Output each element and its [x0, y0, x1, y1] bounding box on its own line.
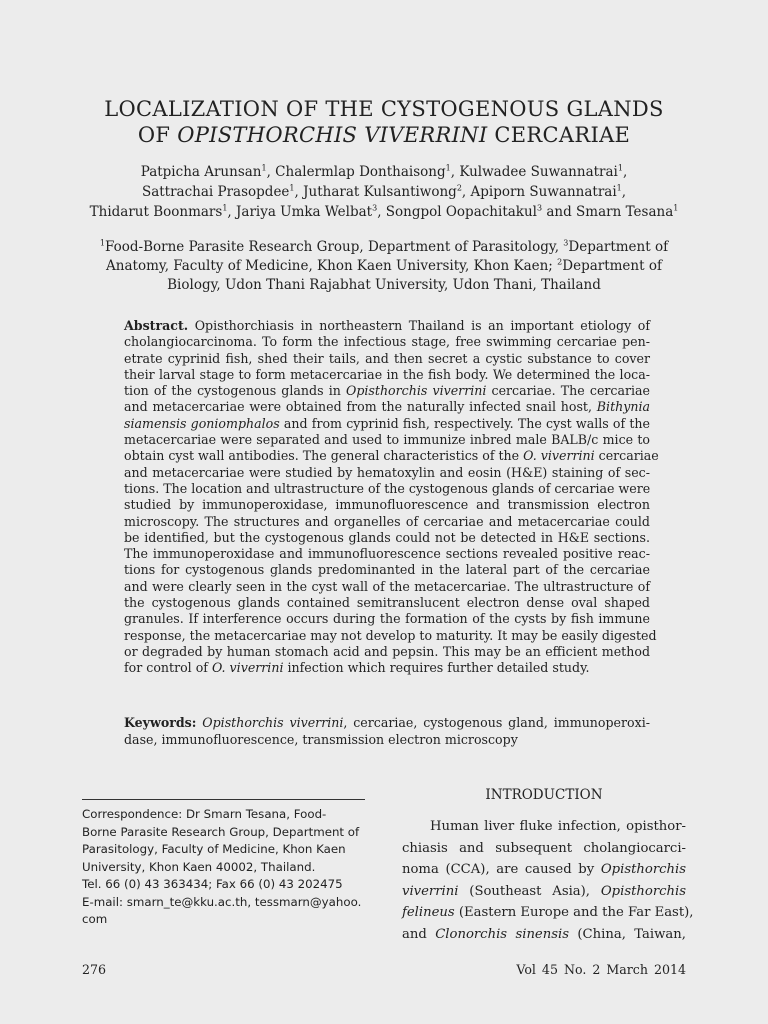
- title-suffix: CERCARIAE: [487, 123, 631, 147]
- abstract-text: tion of the cystogenous glands in: [124, 383, 346, 399]
- author-separator: ,: [622, 164, 628, 180]
- species-name: Opisthorchis: [600, 883, 686, 899]
- title-species: OPISTHORCHIS VIVERRINI: [177, 123, 488, 147]
- author-name: , Apiporn Suwannatrai: [461, 184, 617, 200]
- abstract-line: cholangiocarcinoma. To form the infectious stage, free swimming cercariae pen-: [124, 334, 650, 350]
- intro-line: chiasis and subsequent cholangiocarci-: [402, 840, 686, 856]
- author-line-2: [60, 182, 708, 202]
- abstract-text: cercariae: [594, 448, 659, 464]
- species-name: Opisthorchis viverrini: [346, 383, 487, 399]
- correspondence-line: University, Khon Kaen 40002, Thailand.: [82, 859, 316, 874]
- abstract-line: granules. If interference occurs during the formation of the cysts by fish immune: [124, 611, 650, 627]
- author-list: [60, 162, 708, 222]
- author-name: , Kulwadee Suwannatrai: [450, 164, 618, 180]
- abstract-line: [124, 448, 659, 464]
- affiliation-marker: 3: [537, 203, 543, 213]
- introduction-body: [402, 816, 694, 945]
- author-name: , Jariya Umka Welbat: [227, 204, 373, 220]
- abstract: [124, 318, 659, 677]
- intro-text: noma (CCA), are caused by: [402, 862, 601, 877]
- correspondence-footnote: [82, 806, 366, 929]
- affiliation-text: Anatomy, Faculty of Medicine, Khon Kaen University, Khon Kaen;: [106, 258, 558, 274]
- abstract-line: or degraded by human stomach acid and pepsin. This may be an efficient method: [124, 643, 650, 659]
- species-name: siamensis goniomphalos: [124, 415, 280, 431]
- intro-text: (China, Taiwan,: [568, 926, 686, 942]
- affiliation-line-2: [60, 257, 708, 276]
- affiliation-marker: 1: [99, 238, 105, 248]
- affiliation-text: Food-Borne Parasite Research Group, Department of Parasitology,: [105, 239, 564, 255]
- correspondence-line: Parasitology, Faculty of Medicine, Khon Kaen: [82, 842, 346, 856]
- keywords-line: [124, 714, 650, 731]
- abstract-line: [124, 318, 650, 334]
- abstract-line: microscopy. The structures and organelles of cercariae and metacercariae could: [124, 513, 650, 529]
- keywords-label: Keywords:: [124, 715, 197, 730]
- affiliation-marker: 2: [557, 257, 563, 267]
- correspondence-line: com: [82, 912, 108, 926]
- keywords: [124, 714, 650, 748]
- affiliation-text: Department of: [562, 258, 662, 274]
- species-name: Opisthorchis: [600, 862, 686, 877]
- abstract-line: tions. The location and ultrastructure of the cystogenous glands of cercariae were: [124, 480, 651, 496]
- abstract-line: [124, 416, 650, 432]
- abstract-line: [124, 660, 650, 676]
- correspondence-line: E-mail: smarn_te@kku.ac.th, tessmarn@yahoo.: [82, 894, 362, 909]
- abstract-label: Abstract.: [124, 318, 189, 333]
- abstract-line: etrate cyprinid fish, shed their tails, and then secret a cystic substance to cover: [124, 350, 650, 366]
- author-name: Sattrachai Prasopdee: [141, 184, 290, 200]
- abstract-text: and metacercariae were obtained from the naturally infected snail host,: [124, 399, 597, 415]
- introduction-heading: INTRODUCTION: [485, 787, 603, 803]
- title-prefix: OF: [137, 123, 178, 147]
- affiliation-marker: 1: [445, 163, 451, 173]
- title-line-1: LOCALIZATION OF THE CYSTOGENOUS GLANDS: [104, 97, 664, 121]
- species-name: Bithynia: [596, 399, 650, 415]
- author-name: Patpicha Arunsan: [140, 164, 262, 180]
- abstract-line: [124, 399, 650, 415]
- paper-title: [60, 96, 708, 148]
- intro-text: (Eastern Europe and the Far East),: [454, 905, 694, 920]
- affiliation-marker: 2: [456, 183, 462, 193]
- abstract-text: Opisthorchiasis in northeastern Thailand is an important etiology of: [188, 318, 650, 333]
- author-line-3: [60, 202, 708, 222]
- intro-line: [402, 924, 686, 946]
- abstract-line: and metacercariae were studied by hematoxylin and eosin (H&E) staining of sec-: [124, 464, 650, 480]
- intro-text: (Southeast Asia),: [458, 883, 601, 899]
- abstract-line: studied by immunoperoxidase, immunofluorescence and transmission electron: [124, 497, 650, 513]
- author-line-1: [60, 162, 708, 182]
- footnote-divider: [82, 799, 365, 800]
- abstract-text: and from cyprinid fish, respectively. The cyst walls of the: [279, 415, 650, 431]
- author-separator: ,: [621, 184, 627, 200]
- affiliation-marker: 1: [616, 183, 622, 193]
- affiliation-marker: 1: [222, 203, 228, 213]
- author-name: and Smarn Tesana: [542, 204, 674, 220]
- abstract-line: The immunoperoxidase and immunofluorescence sections revealed positive reac-: [124, 546, 650, 562]
- affiliation-line-1: [60, 238, 708, 257]
- affiliation-marker: 1: [617, 163, 623, 173]
- abstract-text: cercariae. The cercariae: [486, 383, 650, 399]
- intro-line: [402, 859, 686, 881]
- species-name: viverrini: [402, 883, 459, 899]
- species-name: O. viverrini: [211, 660, 284, 676]
- abstract-text: infection which requires further detailed study.: [283, 660, 590, 676]
- page-number: 276: [82, 962, 107, 977]
- species-name: Opisthorchis viverrini: [196, 715, 344, 730]
- abstract-text: obtain cyst wall antibodies. The general characteristics of the: [124, 448, 524, 464]
- abstract-line: the cystogenous glands contained semitranslucent electron dense oval shaped: [124, 595, 650, 611]
- intro-line: [402, 902, 694, 924]
- intro-line: Human liver fluke infection, opisthor-: [430, 819, 686, 834]
- intro-text: and: [402, 926, 436, 942]
- affiliations: [60, 238, 708, 295]
- affiliation-marker: 1: [673, 203, 679, 213]
- species-name: felineus: [402, 905, 455, 920]
- correspondence-line: Borne Parasite Research Group, Department of: [82, 824, 360, 839]
- abstract-line: response, the metacercariae may not develop to maturity. It may be easily digested: [124, 627, 657, 643]
- author-name: , Chalermlap Donthaisong: [266, 164, 446, 180]
- species-name: O. viverrini: [523, 448, 595, 464]
- correspondence-line: Tel. 66 (0) 43 363434; Fax 66 (0) 43 202475: [82, 877, 343, 891]
- abstract-line: their larval stage to form metacercariae in the fish body. We determined the loca-: [124, 366, 650, 382]
- abstract-line: metacercariae were separated and used to immunize inbred male BALB/c mice to: [124, 432, 650, 448]
- abstract-line: and were clearly seen in the cyst wall of the metacercariae. The ultrastructure of: [124, 578, 650, 594]
- keywords-line: dase, immunofluorescence, transmission electron microscopy: [124, 732, 518, 747]
- abstract-text: for control of: [124, 660, 212, 676]
- title-line-2: [60, 122, 708, 148]
- abstract-line: [124, 383, 650, 399]
- abstract-line: be identified, but the cystogenous glands could not be detected in H&E sections.: [124, 529, 650, 545]
- author-name: Thidarut Boonmars: [89, 204, 223, 220]
- species-name: Clonorchis sinensis: [435, 926, 569, 942]
- affiliation-line-3: Biology, Udon Thani Rajabhat University, Udon Thani, Thailand: [167, 277, 601, 293]
- correspondence-line: Correspondence: Dr Smarn Tesana, Food-: [82, 807, 327, 821]
- affiliation-text: Department of: [568, 239, 669, 255]
- affiliation-marker: 3: [372, 203, 378, 213]
- affiliation-marker: 1: [289, 183, 295, 193]
- author-name: , Songpol Oopachitakul: [377, 204, 537, 220]
- keywords-text: , cercariae, cystogenous gland, immunoperoxi-: [343, 715, 651, 730]
- intro-line: [402, 881, 686, 903]
- author-name: , Jutharat Kulsantiwong: [294, 184, 457, 200]
- affiliation-marker: 1: [261, 163, 267, 173]
- affiliation-marker: 3: [563, 238, 569, 248]
- abstract-line: tions for cystogenous glands predominanted in the lateral part of the cercariae: [124, 562, 650, 578]
- journal-info: Vol 45 No. 2 March 2014: [516, 962, 686, 977]
